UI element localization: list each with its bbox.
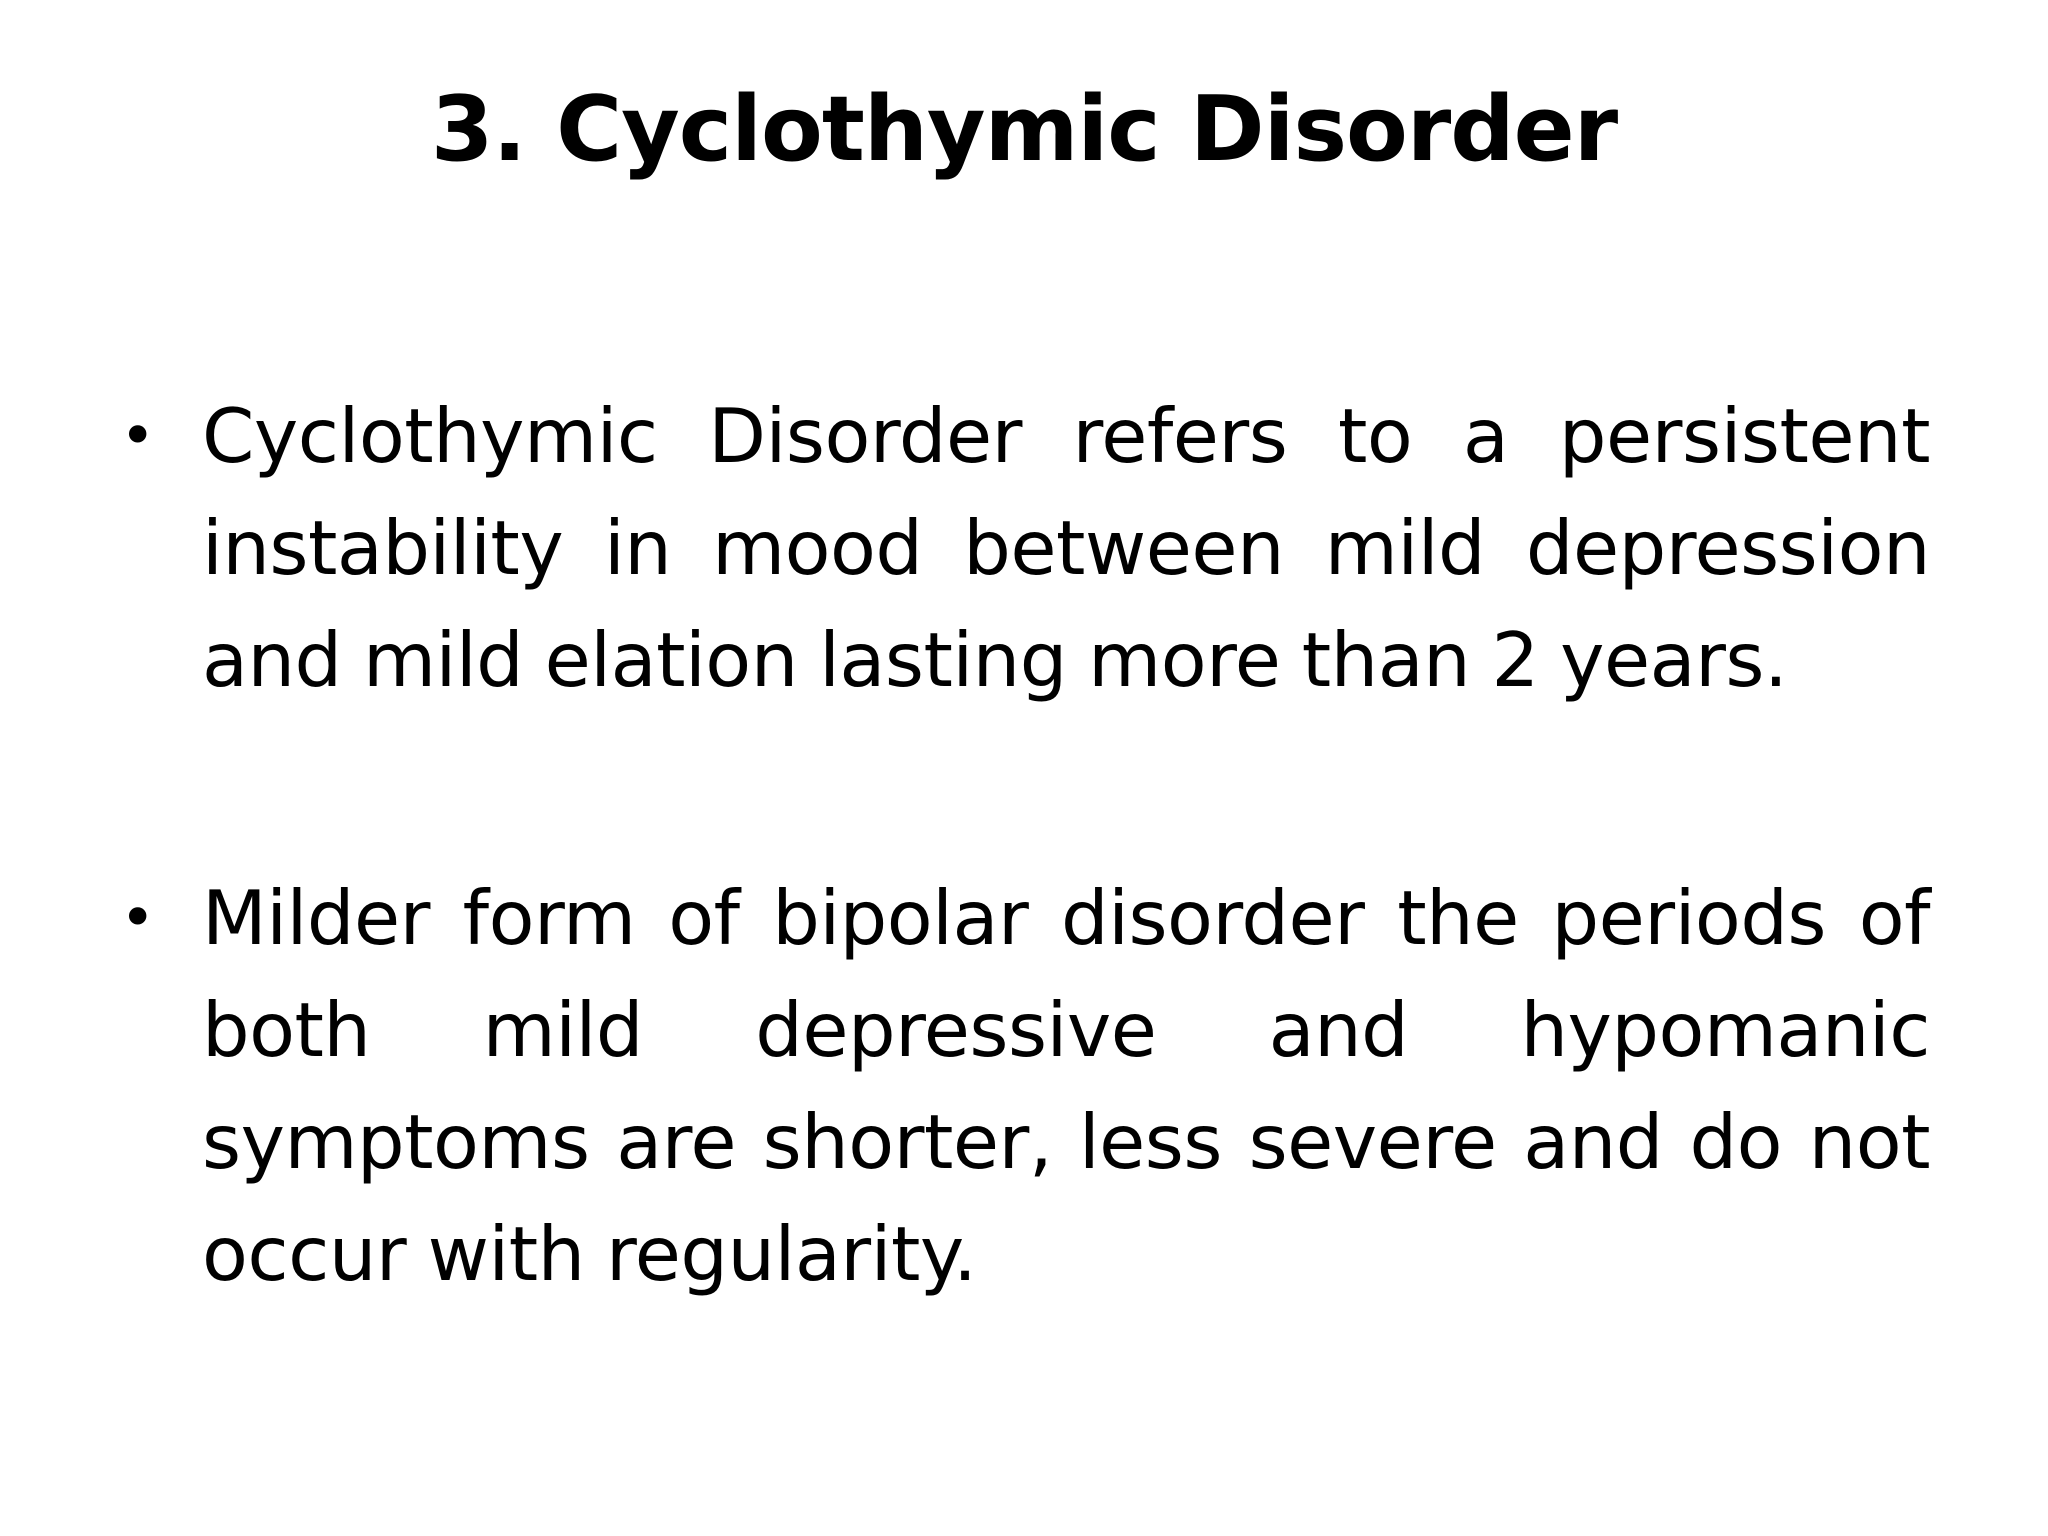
- bullet-icon: •: [120, 401, 155, 471]
- bullet-item: [120, 380, 1930, 716]
- bullet-text: Milder form of bipolar disorder the periods of both mild depressive and hypomanic symptoms are shorter, less severe and do not occur with regularity.: [202, 874, 1930, 1298]
- slide-title: 3. Cyclothymic Disorder: [430, 77, 1618, 182]
- bullet-item: [120, 862, 1930, 1310]
- bullet-text: Cyclothymic Disorder refers to a persistent instability in mood between mild depression and mild elation lasting more than 2 years.: [202, 392, 1930, 704]
- bullet-icon: •: [120, 883, 155, 953]
- bullet-list: [120, 380, 1930, 1310]
